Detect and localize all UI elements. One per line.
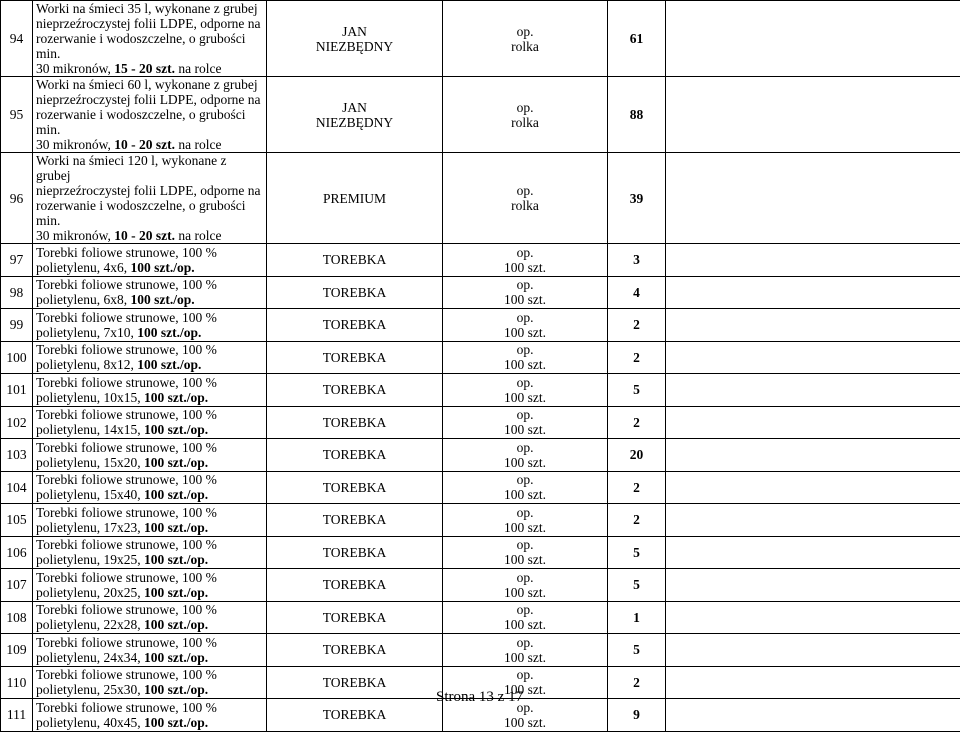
description-line [36,520,263,535]
brand-line: TOREBKA [270,675,439,690]
unit-line: op. [446,375,604,390]
brand-line: TOREBKA [270,382,439,397]
row-number: 100 [1,341,33,374]
unit-line: op. [446,183,604,198]
item-quantity: 5 [608,634,666,667]
description-line [36,682,263,697]
brand-line: TOREBKA [270,350,439,365]
empty-cell [666,601,960,634]
item-brand [267,504,443,537]
unit-line: op. [446,570,604,585]
table-row [1,276,960,309]
description-line: Worki na śmieci 60 l, wykonane z grubej [36,77,263,92]
brand-line: TOREBKA [270,447,439,462]
unit-line: 100 szt. [446,617,604,632]
row-number: 111 [1,699,33,732]
description-pack-size: 100 szt./op. [137,325,201,340]
item-quantity: 2 [608,341,666,374]
item-description [33,244,267,277]
row-number: 109 [1,634,33,667]
table-row [1,309,960,342]
description-line: Torebki foliowe strunowe, 100 % [36,570,263,585]
table-row [1,153,960,244]
item-brand [267,666,443,699]
description-text: polietylenu, 6x8, [36,292,131,307]
description-pack-size: 100 szt./op. [137,357,201,372]
description-line: Worki na śmieci 120 l, wykonane z grubej [36,153,263,183]
description-text: polietylenu, 4x6, [36,260,131,275]
item-description [33,471,267,504]
item-unit [443,276,608,309]
unit-line: op. [446,635,604,650]
item-quantity: 88 [608,77,666,153]
brand-line: TOREBKA [270,285,439,300]
empty-cell [666,569,960,602]
item-unit [443,153,608,244]
description-text: polietylenu, 14x15, [36,422,144,437]
row-number: 106 [1,536,33,569]
description-line: rozerwanie i wodoszczelne, o grubości min. [36,107,263,137]
empty-cell [666,471,960,504]
description-line: Torebki foliowe strunowe, 100 % [36,537,263,552]
unit-line: 100 szt. [446,585,604,600]
page-number: Strona 13 z 17 [436,689,523,706]
item-description [33,276,267,309]
description-line: Torebki foliowe strunowe, 100 % [36,667,263,682]
empty-cell [666,1,960,77]
item-brand [267,569,443,602]
empty-cell [666,504,960,537]
unit-line: 100 szt. [446,682,604,697]
item-description [33,153,267,244]
brand-line: TOREBKA [270,512,439,527]
description-text: polietylenu, 10x15, [36,390,144,405]
item-brand [267,699,443,732]
unit-line: 100 szt. [446,260,604,275]
unit-line: op. [446,472,604,487]
description-text: 30 mikronów, [36,137,114,152]
description-pack-size: 10 - 20 szt. [114,228,175,243]
item-description [33,699,267,732]
description-text: 30 mikronów, [36,228,114,243]
description-line [36,137,263,152]
row-number: 101 [1,374,33,407]
item-description [33,634,267,667]
unit-line: 100 szt. [446,292,604,307]
row-number: 108 [1,601,33,634]
description-text: polietylenu, 17x23, [36,520,144,535]
unit-line: op. [446,602,604,617]
item-quantity: 1 [608,601,666,634]
row-number: 103 [1,439,33,472]
description-text: na rolce [175,137,221,152]
item-quantity: 20 [608,439,666,472]
item-brand [267,634,443,667]
description-pack-size: 100 szt./op. [144,650,208,665]
description-text: polietylenu, 40x45, [36,715,144,730]
description-line [36,487,263,502]
row-number: 107 [1,569,33,602]
item-quantity: 9 [608,699,666,732]
table-row [1,504,960,537]
item-brand [267,406,443,439]
description-text: 30 mikronów, [36,61,114,76]
item-unit [443,1,608,77]
description-line: Torebki foliowe strunowe, 100 % [36,700,263,715]
unit-line: op. [446,245,604,260]
unit-line: 100 szt. [446,552,604,567]
brand-line: TOREBKA [270,252,439,267]
empty-cell [666,374,960,407]
description-pack-size: 100 szt./op. [144,552,208,567]
item-description [33,504,267,537]
unit-line: op. [446,440,604,455]
table-row [1,471,960,504]
empty-cell [666,244,960,277]
brand-line: NIEZBĘDNY [270,115,439,130]
empty-cell [666,666,960,699]
brand-line: JAN [270,24,439,39]
empty-cell [666,153,960,244]
description-pack-size: 100 szt./op. [144,390,208,405]
unit-line: 100 szt. [446,357,604,372]
description-pack-size: 100 szt./op. [144,682,208,697]
unit-line: 100 szt. [446,487,604,502]
item-unit [443,536,608,569]
description-line: Torebki foliowe strunowe, 100 % [36,440,263,455]
table-row [1,536,960,569]
item-description [33,666,267,699]
item-brand [267,536,443,569]
brand-line: TOREBKA [270,415,439,430]
table-row [1,601,960,634]
description-line [36,325,263,340]
item-description [33,439,267,472]
table-row [1,439,960,472]
row-number: 105 [1,504,33,537]
row-number: 104 [1,471,33,504]
unit-line: rolka [446,115,604,130]
description-pack-size: 100 szt./op. [131,260,195,275]
item-unit [443,309,608,342]
description-line: Torebki foliowe strunowe, 100 % [36,505,263,520]
brand-line: TOREBKA [270,545,439,560]
item-brand [267,601,443,634]
item-quantity: 5 [608,569,666,602]
description-line: Torebki foliowe strunowe, 100 % [36,277,263,292]
item-quantity: 2 [608,309,666,342]
description-line [36,617,263,632]
item-unit [443,244,608,277]
description-pack-size: 15 - 20 szt. [114,61,175,76]
item-description [33,374,267,407]
item-description [33,569,267,602]
table-row [1,406,960,439]
brand-line: PREMIUM [270,191,439,206]
row-number: 97 [1,244,33,277]
table-row [1,1,960,77]
description-line: Torebki foliowe strunowe, 100 % [36,245,263,260]
description-line: rozerwanie i wodoszczelne, o grubości min. [36,31,263,61]
item-unit [443,341,608,374]
description-line: Torebki foliowe strunowe, 100 % [36,602,263,617]
description-line: Torebki foliowe strunowe, 100 % [36,375,263,390]
item-description [33,341,267,374]
description-text: na rolce [175,61,221,76]
description-line [36,585,263,600]
table-row [1,569,960,602]
description-text: polietylenu, 7x10, [36,325,137,340]
unit-line: op. [446,100,604,115]
row-number: 99 [1,309,33,342]
unit-line: rolka [446,39,604,54]
brand-line: TOREBKA [270,317,439,332]
brand-line: TOREBKA [270,480,439,495]
empty-cell [666,699,960,732]
item-quantity: 2 [608,504,666,537]
description-line [36,552,263,567]
unit-line: op. [446,407,604,422]
item-description [33,309,267,342]
description-line: Torebki foliowe strunowe, 100 % [36,635,263,650]
description-line: Torebki foliowe strunowe, 100 % [36,407,263,422]
brand-line: TOREBKA [270,610,439,625]
item-quantity: 3 [608,244,666,277]
description-pack-size: 10 - 20 szt. [114,137,175,152]
unit-line: op. [446,667,604,682]
empty-cell [666,341,960,374]
brand-line: TOREBKA [270,642,439,657]
unit-line: op. [446,277,604,292]
description-text: polietylenu, 20x25, [36,585,144,600]
unit-line: rolka [446,198,604,213]
description-text: polietylenu, 22x28, [36,617,144,632]
description-text: polietylenu, 15x20, [36,455,144,470]
description-line: rozerwanie i wodoszczelne, o grubości min. [36,198,263,228]
description-line: Torebki foliowe strunowe, 100 % [36,310,263,325]
item-description [33,77,267,153]
unit-line: 100 szt. [446,715,604,730]
description-pack-size: 100 szt./op. [144,422,208,437]
description-pack-size: 100 szt./op. [144,520,208,535]
unit-line: 100 szt. [446,325,604,340]
item-description [33,536,267,569]
unit-line: op. [446,24,604,39]
description-line [36,650,263,665]
brand-line: JAN [270,100,439,115]
description-pack-size: 100 szt./op. [144,585,208,600]
item-unit [443,569,608,602]
item-brand [267,153,443,244]
unit-line: 100 szt. [446,520,604,535]
empty-cell [666,536,960,569]
row-number: 95 [1,77,33,153]
item-brand [267,341,443,374]
item-brand [267,1,443,77]
item-brand [267,439,443,472]
description-pack-size: 100 szt./op. [144,455,208,470]
description-text: polietylenu, 24x34, [36,650,144,665]
description-text: polietylenu, 15x40, [36,487,144,502]
empty-cell [666,77,960,153]
description-line [36,260,263,275]
description-line [36,357,263,372]
item-quantity: 61 [608,1,666,77]
empty-cell [666,406,960,439]
unit-line: op. [446,700,604,715]
item-unit [443,406,608,439]
item-description [33,1,267,77]
table-row [1,634,960,667]
item-quantity: 5 [608,374,666,407]
table-row [1,244,960,277]
description-line [36,292,263,307]
table-row [1,374,960,407]
item-quantity: 5 [608,536,666,569]
empty-cell [666,276,960,309]
description-text: polietylenu, 8x12, [36,357,137,372]
item-description [33,601,267,634]
description-line [36,228,263,243]
description-line: nieprzeźroczystej folii LDPE, odporne na [36,92,263,107]
description-text: na rolce [175,228,221,243]
unit-line: op. [446,342,604,357]
item-brand [267,77,443,153]
table-row [1,77,960,153]
item-brand [267,276,443,309]
item-description [33,406,267,439]
item-brand [267,374,443,407]
row-number: 98 [1,276,33,309]
unit-line: 100 szt. [446,455,604,470]
description-text: polietylenu, 19x25, [36,552,144,567]
item-quantity: 2 [608,471,666,504]
item-unit [443,504,608,537]
item-unit [443,439,608,472]
row-number: 102 [1,406,33,439]
description-line: Worki na śmieci 35 l, wykonane z grubej [36,1,263,16]
item-unit [443,374,608,407]
unit-line: 100 szt. [446,390,604,405]
brand-line: TOREBKA [270,577,439,592]
item-unit [443,77,608,153]
row-number: 94 [1,1,33,77]
description-line [36,455,263,470]
item-unit [443,601,608,634]
description-line: nieprzeźroczystej folii LDPE, odporne na [36,16,263,31]
item-brand [267,309,443,342]
brand-line: TOREBKA [270,707,439,722]
description-text: polietylenu, 25x30, [36,682,144,697]
product-table-body [1,1,960,732]
description-line: Torebki foliowe strunowe, 100 % [36,342,263,357]
table-row [1,341,960,374]
empty-cell [666,309,960,342]
unit-line: op. [446,310,604,325]
description-line [36,390,263,405]
item-brand [267,471,443,504]
item-quantity: 4 [608,276,666,309]
row-number: 96 [1,153,33,244]
item-quantity: 2 [608,406,666,439]
description-pack-size: 100 szt./op. [144,487,208,502]
description-pack-size: 100 szt./op. [144,715,208,730]
description-line [36,715,263,730]
brand-line: NIEZBĘDNY [270,39,439,54]
item-brand [267,244,443,277]
unit-line: op. [446,505,604,520]
item-quantity: 2 [608,666,666,699]
description-line [36,61,263,76]
item-quantity: 39 [608,153,666,244]
description-line [36,422,263,437]
empty-cell [666,634,960,667]
unit-line: 100 szt. [446,650,604,665]
description-line: nieprzeźroczystej folii LDPE, odporne na [36,183,263,198]
row-number: 110 [1,666,33,699]
unit-line: op. [446,537,604,552]
description-pack-size: 100 szt./op. [131,292,195,307]
empty-cell [666,439,960,472]
description-line: Torebki foliowe strunowe, 100 % [36,472,263,487]
description-pack-size: 100 szt./op. [144,617,208,632]
item-unit [443,471,608,504]
unit-line: 100 szt. [446,422,604,437]
item-unit [443,634,608,667]
